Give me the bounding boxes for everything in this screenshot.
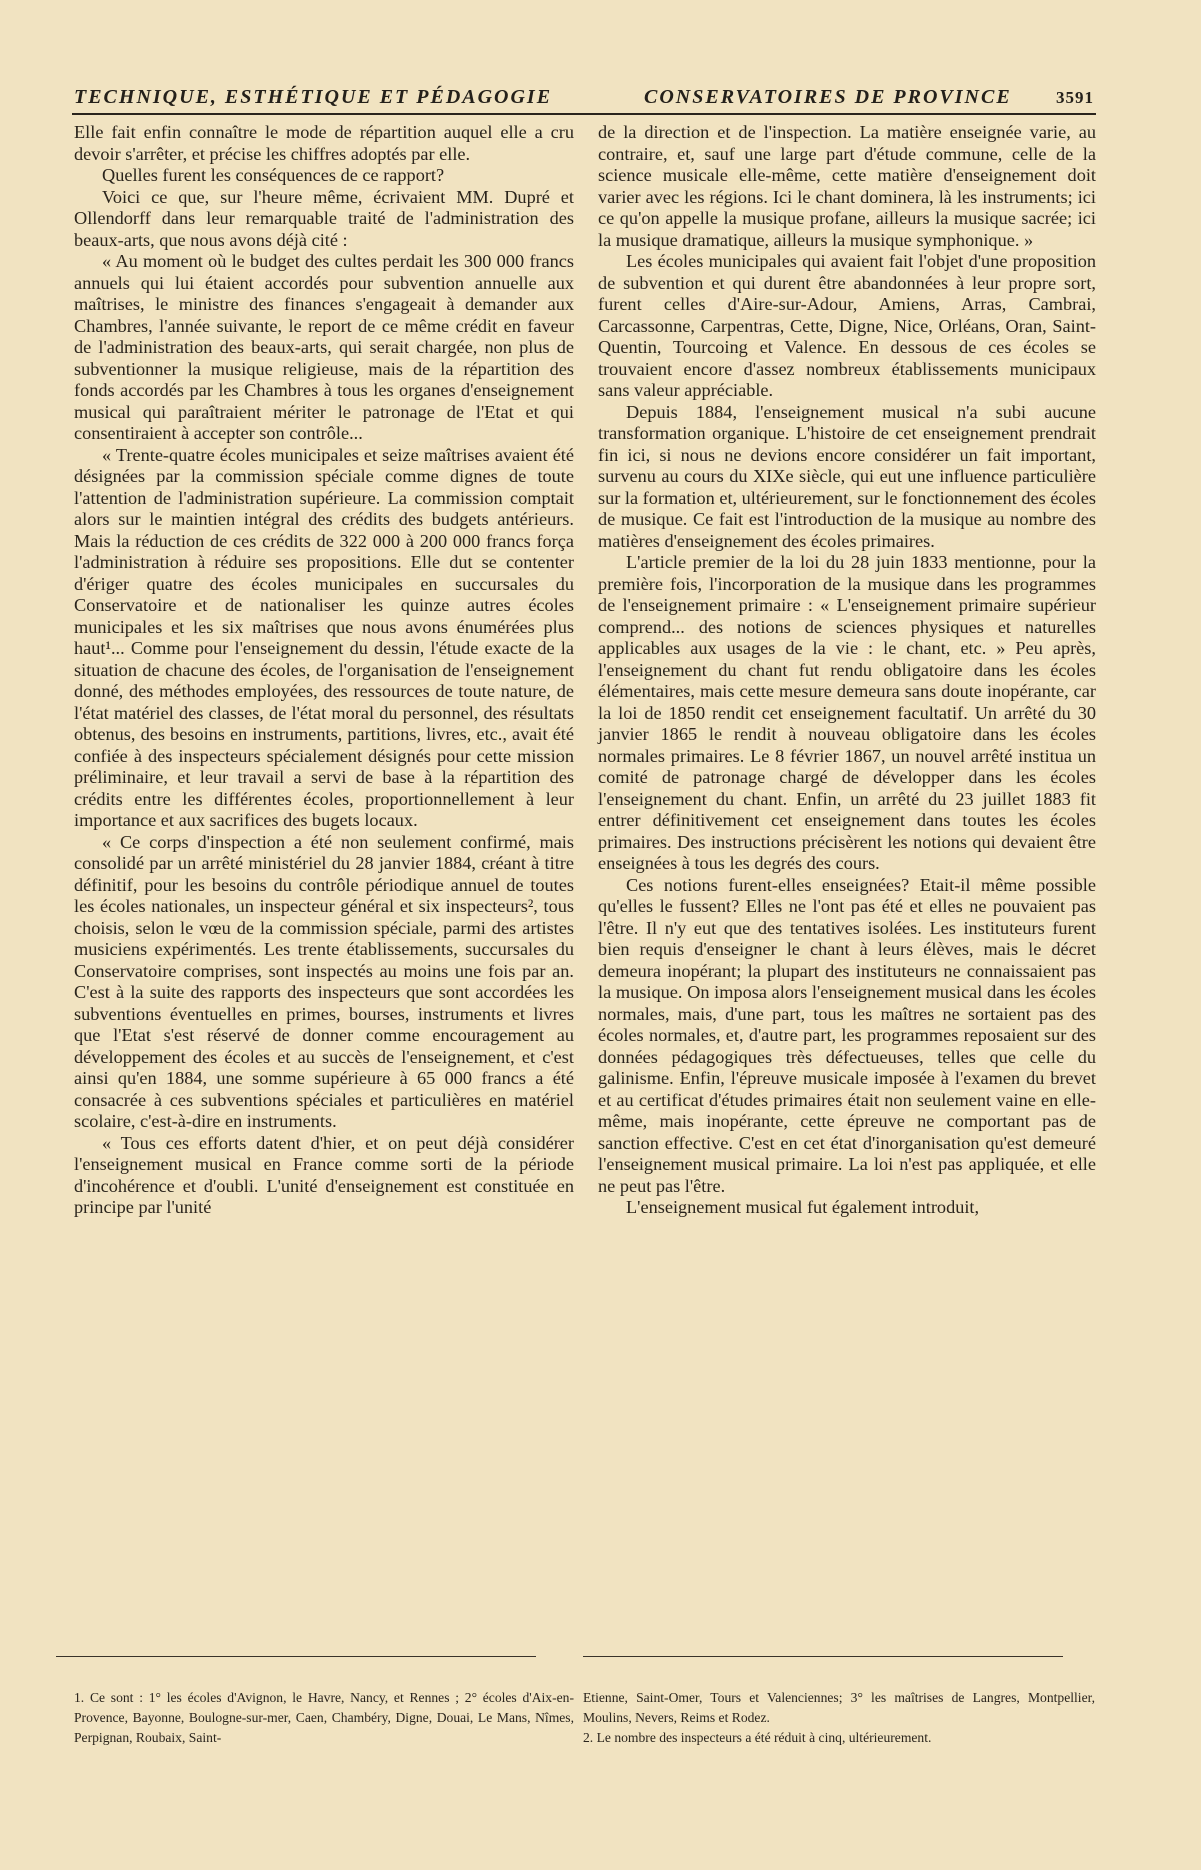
- paragraph: Elle fait enfin connaître le mode de répartition auquel elle a cru devoir s'arrêter, et précise les chiffres adoptés par elle.: [74, 122, 574, 164]
- header-rule: [72, 113, 1096, 115]
- header-left-title: TECHNIQUE, ESTHÉTIQUE ET PÉDAGOGIE: [74, 86, 553, 108]
- footnote: 1. Ce sont : 1° les écoles d'Avignon, le Havre, Nancy, et Rennes ; 2° écoles d'Aix-en-Provence, Bayonne, Boulogne-sur-mer, Caen, Chambéry, Digne, Douai, Le Mans, Nîmes, Perpignan, Roubaix, Saint-: [74, 1690, 574, 1745]
- footnote-rule-right: [583, 1656, 1063, 1657]
- paragraph: Ces notions furent-elles enseignées? Etait-il même possible qu'elles le fussent? Elles ne l'ont pas été et elles ne pouvaient pas l'être. Il n'y eut que des tentatives isolées. Les instituteurs furent bien requis d'enseigner le chant à leurs élèves, mais le décret demeura inopérant; la plupart des instituteurs ne connaissaient pas la musique. On imposa alors l'enseignement musical dans les écoles normales, mais, d'une part, tous les maîtres ne sortaient pas des écoles normales, et, d'autre part, les programmes reposaient sur des données pédagogiques très défectueuses, telles que celle du galinisme. Enfin, l'épreuve musicale imposée à l'examen du brevet et au certificat d'études primaires était non seulement vaine en elle-même, mais inopérante, cette épreuve ne comportant pas de sanction effective. C'est en cet état d'inorganisation qu'est demeuré l'enseignement musical primaire. La loi n'est pas appliquée, et elle ne peut pas l'être.: [598, 874, 1096, 1196]
- footnotes-left: [74, 1688, 574, 1748]
- footnote: Etienne, Saint-Omer, Tours et Valenciennes; 3° les maîtrises de Langres, Montpellier, Moulins, Nevers, Reims et Rodez.: [583, 1690, 1095, 1725]
- right-column: [598, 122, 1096, 1219]
- header-right-title: CONSERVATOIRES DE PROVINCE: [644, 86, 1012, 108]
- paragraph: L'article premier de la loi du 28 juin 1833 mentionne, pour la première fois, l'incorporation de la musique dans les programmes de l'enseignement primaire : « L'enseignement primaire supérieur comprend... des notions de sciences physiques et naturelles applicables aux usages de la vie : le chant, etc. » Peu après, l'enseignement du chant fut rendu obligatoire dans les écoles élémentaires, mais cette mesure demeura sans doute inopérante, car la loi de 1850 rendit cet enseignement facultatif. Un arrêté du 30 janvier 1865 le rendit à nouveau obligatoire dans les écoles normales primaires. Le 8 février 1867, un nouvel arrêté institua un comité de patronage chargé de développer dans les écoles l'enseignement du chant. Enfin, un arrêté du 23 juillet 1883 fit entrer définitivement cet enseignement dans toutes les écoles primaires. Des instructions précisèrent les notions qui devaient être enseignées à tous les degrés des cours.: [598, 552, 1096, 873]
- paragraph: « Au moment où le budget des cultes perdait les 300 000 francs annuels qui lui étaient accordés pour subvention annuelle aux maîtrises, le ministre des finances s'engageait à demander aux Chambres, l'année suivante, le report de ce même crédit en faveur de l'administration des beaux-arts, qui serait chargée, non plus de subventionner la musique religieuse, mais de la répartition des fonds accordés par les Chambres à tous les organes d'enseignement musical qui paraîtraient mériter le patronage de l'Etat et qui consentiraient à accepter son contrôle...: [74, 251, 574, 443]
- paragraph: L'enseignement musical fut également introduit,: [626, 1197, 980, 1217]
- left-column: [74, 122, 574, 1219]
- paragraph: de la direction et de l'inspection. La matière enseignée varie, au contraire, et, sauf une large part d'étude commune, celle de la science musicale elle-même, cette matière d'enseignement doit varier avec les régions. Ici le chant dominera, là les instruments; ici ce qu'on appelle la musique profane, ailleurs la musique sacrée; ici la musique dramatique, ailleurs la musique symphonique. »: [598, 122, 1096, 250]
- paragraph: « Tous ces efforts datent d'hier, et on peut déjà considérer l'enseignement musical en France comme sorti de la période d'incohérence et d'oubli. L'unité d'enseignement est constituée en principe par l'unité: [74, 1132, 574, 1217]
- paragraph: Voici ce que, sur l'heure même, écrivaient MM. Dupré et Ollendorff dans leur remarquable traité de l'administration des beaux-arts, que nous avons déjà cité :: [74, 186, 574, 250]
- footnote-rule-left: [56, 1656, 536, 1657]
- footnotes-right: [583, 1688, 1095, 1748]
- page-number: 3591: [1056, 88, 1094, 107]
- paragraph: Depuis 1884, l'enseignement musical n'a subi aucune transformation organique. L'histoire de cet enseignement prendrait fin ici, si nous ne devions encore considérer un fait important, survenu au cours du XIXe siècle, qui eut une influence particulière sur la formation et, ultérieurement, sur le fonctionnement des écoles de musique. Ce fait est l'introduction de la musique au nombre des matières d'enseignement des écoles primaires.: [598, 401, 1096, 551]
- paragraph: « Trente-quatre écoles municipales et seize maîtrises avaient été désignées par la commission spéciale comme dignes de toute l'attention de l'administration supérieure. La commission comptait alors sur le maintien intégral des crédits des budgets antérieurs. Mais la réduction de ces crédits de 322 000 à 200 000 francs força l'administration à réduire ses propositions. Elle dut se contenter d'ériger quatre des écoles municipales en succursales du Conservatoire et de nationaliser les quinze autres écoles municipales et les six maîtrises que nous avons énumérées plus haut¹... Comme pour l'enseignement du dessin, l'étude exacte de la situation de chacune des écoles, de l'organisation de l'enseignement donné, des méthodes employées, des ressources de toute nature, de l'état matériel des classes, de l'état moral du personnel, des résultats obtenus, des besoins en instruments, partitions, livres, etc., avait été confiée à des inspecteurs spécialement désignés pour cette mission préliminaire, et leur travail a servi de base à la répartition des crédits entre les différentes écoles, proportionnellement à leur importance et aux sacrifices des bugets locaux.: [74, 444, 574, 830]
- paragraph: Les écoles municipales qui avaient fait l'objet d'une proposition de subvention et qui durent être abandonnées à leur propre sort, furent celles d'Aire-sur-Adour, Amiens, Arras, Cambrai, Carcassonne, Carpentras, Cette, Digne, Nice, Orléans, Oran, Saint-Quentin, Tourcoing et Valence. En dessous de ces écoles se trouvaient encore d'assez nombreux établissements municipaux sans valeur appréciable.: [598, 251, 1096, 400]
- paragraph: « Ce corps d'inspection a été non seulement confirmé, mais consolidé par un arrêté ministériel du 28 janvier 1884, créant à titre définitif, pour les besoins du contrôle périodique annuel de toutes les écoles nationales, un inspecteur général et six inspecteurs², tous choisis, selon le vœu de la commission spéciale, parmi des artistes musiciens expérimentés. Les trente établissements, succursales du Conservatoire comprises, sont inspectés au moins une fois par an. C'est à la suite des rapports des inspecteurs que sont accordées les subventions éventuelles en primes, bourses, instruments et livres que l'Etat s'est réservé de donner comme encouragement au développement des écoles et au succès de l'enseignement, et c'est ainsi qu'en 1884, une somme supérieure à 65 000 francs a été consacrée à ces subventions spéciales et particulières en matériel scolaire, c'est-à-dire en instruments.: [74, 831, 574, 1131]
- paragraph: Quelles furent les conséquences de ce rapport?: [102, 165, 445, 185]
- footnote: 2. Le nombre des inspecteurs a été réduit à cinq, ultérieurement.: [583, 1730, 932, 1745]
